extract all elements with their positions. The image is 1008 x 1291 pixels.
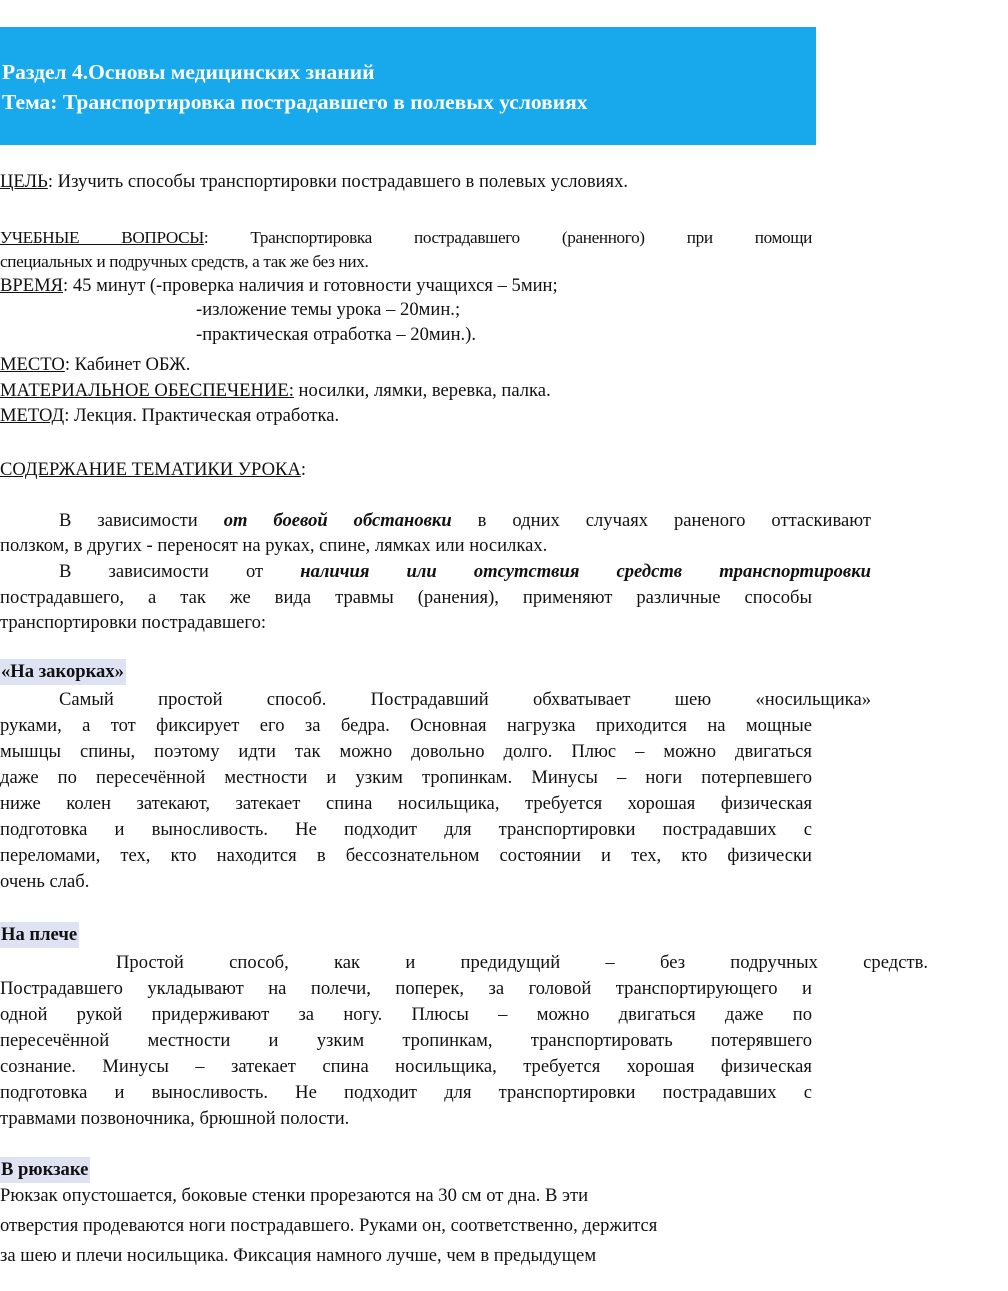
section-3-line: отверстия продеваются ноги пострадавшего. Руками он, соответственно, держится (0, 1215, 658, 1236)
content-heading-colon: : (300, 459, 307, 480)
time-label: ВРЕМЯ (0, 275, 64, 296)
content-heading (0, 458, 812, 482)
section-heading-v-ryukzake: В рюкзаке (0, 1157, 90, 1183)
section-2-line: Простой способ, как и предидущий – без подручных средств. (116, 952, 928, 973)
section-3-line: Рюкзак опустошается, боковые стенки прорезаются на 30 см от дна. В эти (0, 1185, 589, 1206)
place-label: МЕСТО (0, 354, 65, 375)
intro-p2-text-a: В зависимости от (59, 561, 301, 582)
section-2-line: подготовка и выносливость. Не подходит для транспортировки пострадавших с (0, 1082, 812, 1103)
section-1-line: Самый простой способ. Пострадавший обхватывает шею «носильщика» (59, 689, 871, 710)
section-1-line: руками, а тот фиксирует его за бедра. Основная нагрузка приходится на мощные (0, 715, 812, 736)
intro-p2-line-3: транспортировки пострадавшего: (0, 612, 267, 633)
intro-p1-emphasis: от боевой обстановки (223, 510, 452, 531)
intro-p1-line-1 (0, 509, 871, 533)
questions-label: УЧЕБНЫЕ ВОПРОСЫ (0, 228, 204, 247)
method-text: : Лекция. Практическая отработка. (64, 405, 340, 426)
section-2-line: травмами позвоночника, брюшной полости. (0, 1108, 350, 1129)
section-2-line: Пострадавшего укладывают на полечи, поперек, за головой транспортирующего и (0, 978, 812, 999)
intro-p1-text-a: В зависимости (59, 510, 224, 531)
header-banner (0, 27, 816, 145)
section-2-line: сознание. Минусы – затекает спина носильщика, требуется хорошая физическая (0, 1056, 812, 1077)
section-3-line: за шею и плечи носильщика. Фиксация намного лучше, чем в предыдущем (0, 1245, 597, 1266)
section-1-line: переломами, тех, кто находится в бессознательном состоянии и тех, кто физически (0, 845, 812, 866)
goal-line (0, 170, 812, 194)
time-line-1 (0, 274, 812, 298)
materials-text: носилки, лямки, веревка, палка. (293, 380, 551, 401)
section-2-line: пересечённой местности и узким тропинкам, транспортировать потерявшего (0, 1030, 812, 1051)
intro-p2-emphasis: наличия или отсутствия средств транспортировки (300, 561, 871, 582)
topic-title: Тема: Транспортировка пострадавшего в полевых условиях (2, 90, 588, 114)
goal-text: : Изучить способы транспортировки пострадавшего в полевых условиях. (47, 171, 629, 192)
time-text: : 45 минут (-проверка наличия и готовности учащихся – 5мин; (63, 275, 558, 296)
method-label: МЕТОД (0, 405, 65, 426)
questions-line-1 (0, 226, 812, 250)
section-1-line: даже по пересечённой местности и узким тропинкам. Минусы – ноги потерпевшего (0, 767, 812, 788)
questions-line-2: специальных и подручных средств, а так же без них. (0, 252, 369, 271)
section-2-line: одной рукой придерживают за ногу. Плюсы – можно двигаться даже по (0, 1004, 812, 1025)
materials-label: МАТЕРИАЛЬНОЕ ОБЕСПЕЧЕНИЕ: (0, 380, 294, 401)
intro-p1-text-b: в одних случаях раненого оттаскивают (451, 510, 872, 531)
intro-p1-line-2: ползком, в других - переносят на руках, спине, лямках или носилках. (0, 535, 548, 556)
materials-line (0, 379, 812, 403)
section-1-line: мышцы спины, поэтому идти так можно довольно долго. Плюс – можно двигаться (0, 741, 812, 762)
method-line (0, 404, 812, 428)
goal-label: ЦЕЛЬ (0, 171, 48, 192)
time-line-2: -изложение темы урока – 20мин.; (196, 299, 461, 320)
place-line (0, 353, 812, 377)
questions-text: : Транспортировка пострадавшего (раненного) при помощи (203, 228, 812, 247)
place-text: : Кабинет ОБЖ. (64, 354, 191, 375)
section-1-line: очень слаб. (0, 871, 90, 892)
intro-p2-line-2: пострадавшего, а так же вида травмы (ранения), применяют различные способы (0, 587, 812, 608)
section-heading-na-pleche: На плече (0, 922, 79, 948)
section-1-line: ниже колен затекают, затекает спина носильщика, требуется хорошая физическая (0, 793, 812, 814)
section-heading-zakorkah: «На закорках» (0, 659, 126, 685)
content-heading-label: СОДЕРЖАНИЕ ТЕМАТИКИ УРОКА (0, 459, 301, 480)
section-1-line: подготовка и выносливость. Не подходит для транспортировки пострадавших с (0, 819, 812, 840)
intro-p2-line-1 (0, 560, 871, 584)
section-title: Раздел 4.Основы медицинских знаний (2, 60, 375, 84)
time-line-3: -практическая отработка – 20мин.). (196, 324, 477, 345)
